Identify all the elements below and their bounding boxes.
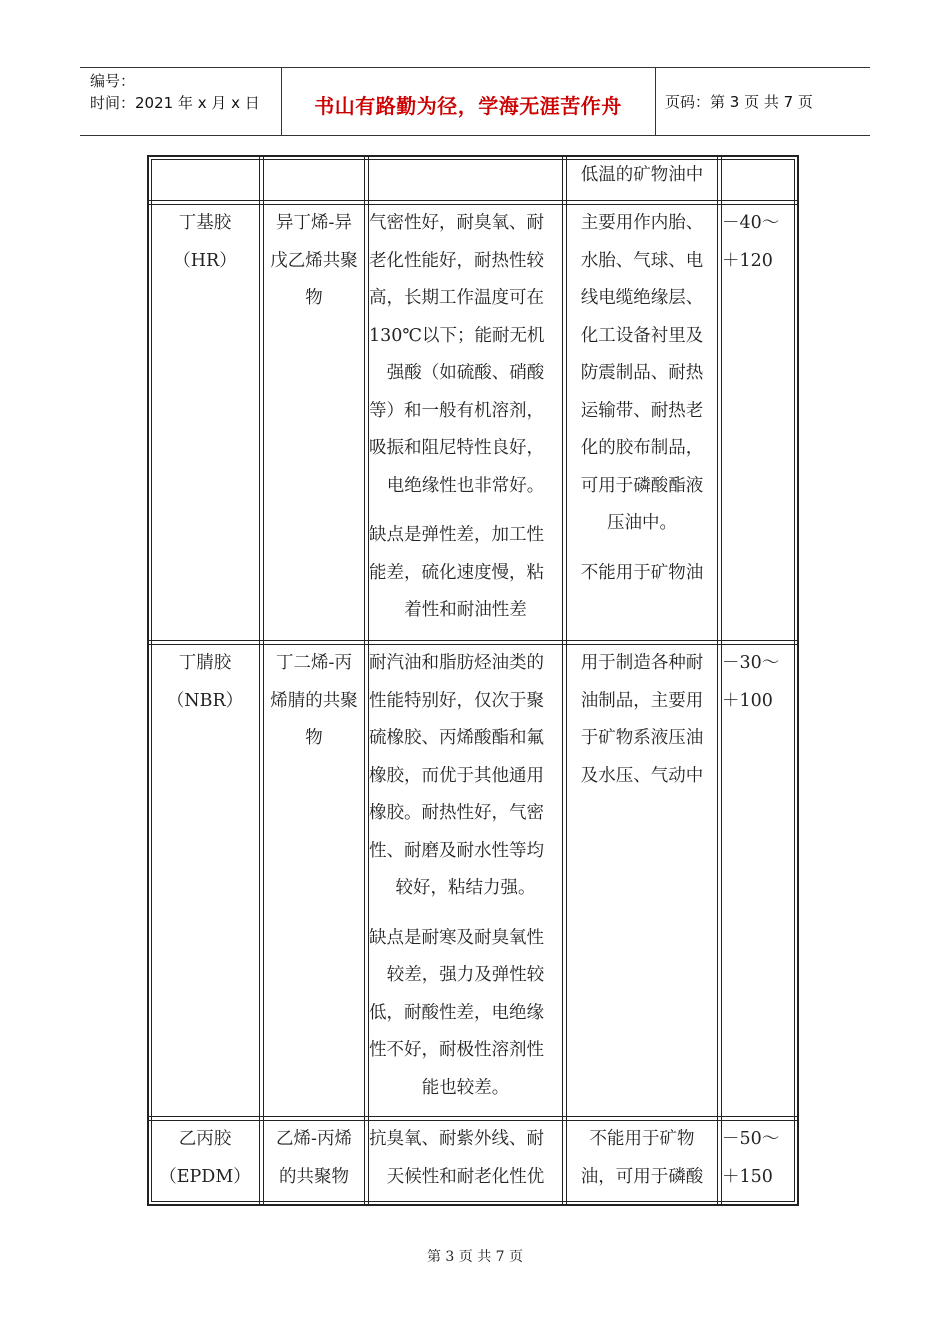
cell-line: 水胎、气球、电 xyxy=(580,250,704,271)
cell-line-note: 不能用于矿物油 xyxy=(580,562,704,583)
cell-name xyxy=(151,1121,259,1196)
cell-composition xyxy=(264,1121,364,1196)
cell-features xyxy=(369,205,562,630)
cell-line: （EPDM） xyxy=(159,1166,251,1187)
cell-uses xyxy=(567,205,717,592)
cell-line: 主要用作内胎、 xyxy=(580,213,704,233)
cell-line-note: 缺点是耐寒及耐臭氧性 xyxy=(369,927,544,948)
cell-line: 较好，粘结力强。 xyxy=(395,878,536,898)
cell-line-note: 较差，强力及弹性较 xyxy=(386,965,545,985)
cell-line-note: 低，耐酸性差，电绝缘 xyxy=(369,1002,544,1023)
cell-line: 可用于磷酸酯液 xyxy=(580,475,704,496)
cell-line: 硫橡胶、丙烯酸酯和氟 xyxy=(369,728,544,748)
cell-line: 低温的矿物油中 xyxy=(580,165,704,185)
cell-line: 化工设备衬里及 xyxy=(580,325,704,346)
cell-line: 乙烯-丙烯 xyxy=(276,1129,352,1149)
cell-line: 化的胶布制品， xyxy=(580,438,704,458)
cell-line: 强酸（如硫酸、硝酸 xyxy=(386,363,545,383)
cell-line: 电绝缘性也非常好。 xyxy=(386,475,545,496)
cell-name xyxy=(151,205,259,280)
cell-composition xyxy=(264,645,364,758)
cell-line: 于矿物系液压油 xyxy=(580,728,704,748)
cell-line: 丁基胶 xyxy=(178,213,232,233)
header-top-rule xyxy=(80,67,870,68)
cell-line: 橡胶。耐热性好，气密 xyxy=(369,803,544,823)
cell-line: 天候性和耐老化性优 xyxy=(386,1166,545,1187)
cell-line: －50～ xyxy=(722,1129,780,1149)
cell-line: 线电缆绝缘层、 xyxy=(580,288,704,308)
cell-line: 性能特别好，仅次于聚 xyxy=(369,690,544,711)
cell-line: 物 xyxy=(305,288,323,308)
cell-line: 气密性好，耐臭氧、耐 xyxy=(369,213,544,233)
header-meta xyxy=(90,70,260,114)
cell-line-note: 能差，硫化速度慢，粘 xyxy=(369,562,544,583)
cell-features xyxy=(369,645,562,1107)
cell-line: ＋120 xyxy=(722,250,773,271)
cell-line-note: 能也较差。 xyxy=(421,1077,510,1098)
cell-composition xyxy=(264,205,364,318)
cell-line-note: 缺点是弹性差，加工性 xyxy=(369,525,544,545)
paragraph-gap xyxy=(567,543,717,555)
cell-line: 性、耐磨及耐水性等均 xyxy=(369,840,544,861)
header-divider-right xyxy=(655,67,656,135)
cell-features xyxy=(369,1121,562,1196)
cell-name xyxy=(151,645,259,720)
cell-line: 异丁烯-异 xyxy=(276,213,352,233)
cell-line: 烯腈的共聚 xyxy=(270,690,358,711)
cell-line: －30～ xyxy=(722,653,780,673)
code-label: 编号： xyxy=(90,72,136,90)
cell-line: 橡胶，而优于其他通用 xyxy=(369,765,544,786)
header-bottom-rule xyxy=(80,135,870,136)
cell-line: 130℃以下；能耐无机 xyxy=(369,325,545,346)
cell-line: 老化性能好，耐热性较 xyxy=(369,250,544,271)
cell-line: 吸振和阻尼特性良好， xyxy=(369,438,544,458)
cell-line: 物 xyxy=(305,728,323,748)
header-motto: 书山有路勤为径，学海无涯苦作舟 xyxy=(314,94,622,118)
cell-line: （HR） xyxy=(173,250,237,271)
cell-line: 等）和一般有机溶剂， xyxy=(369,400,544,421)
paragraph-gap xyxy=(369,505,562,517)
cell-line: 油制品，主要用 xyxy=(580,690,704,711)
cell-line: 丁二烯-丙 xyxy=(276,653,352,673)
paragraph-gap xyxy=(369,908,562,920)
cell-line: 乙丙胶 xyxy=(178,1129,232,1149)
cell-line: 耐汽油和脂肪烃油类的 xyxy=(369,653,544,673)
cell-line: 丁腈胶 xyxy=(178,653,232,673)
cell-uses xyxy=(567,645,717,795)
cell-line: 油，可用于磷酸 xyxy=(580,1166,704,1187)
cell-line-note: 着性和耐油性差 xyxy=(404,600,527,620)
cell-line: 运输带、耐热老 xyxy=(580,400,704,421)
cell-line: ＋100 xyxy=(722,690,773,711)
cell-line: 不能用于矿物 xyxy=(589,1129,695,1149)
cell-line: 防震制品、耐热 xyxy=(580,363,704,383)
cell-line: 及水压、气动中 xyxy=(580,765,704,786)
cell-line: －40～ xyxy=(722,213,780,233)
cell-temp xyxy=(722,205,796,280)
cell-line: 抗臭氧、耐紫外线、耐 xyxy=(369,1129,544,1149)
cell-uses xyxy=(567,157,717,195)
cell-line: 高，长期工作温度可在 xyxy=(369,288,544,308)
cell-line-note: 性不好，耐极性溶剂性 xyxy=(369,1040,544,1060)
cell-line: （NBR） xyxy=(166,690,244,711)
cell-uses xyxy=(567,1121,717,1196)
cell-line: 戊乙烯共聚 xyxy=(270,250,358,271)
cell-line: ＋150 xyxy=(722,1166,773,1187)
cell-line: 压油中。 xyxy=(607,513,677,533)
cell-line: 用于制造各种耐 xyxy=(580,653,704,673)
page-label: 页码：第 3 页 共 7 页 xyxy=(665,93,813,111)
cell-temp xyxy=(722,1121,796,1196)
cell-temp xyxy=(722,645,796,720)
cell-line: 的共聚物 xyxy=(279,1166,349,1187)
page-footer: 第 3 页 共 7 页 xyxy=(426,1249,524,1265)
time-label: 时间：2021 年 x 月 x 日 xyxy=(90,94,260,112)
